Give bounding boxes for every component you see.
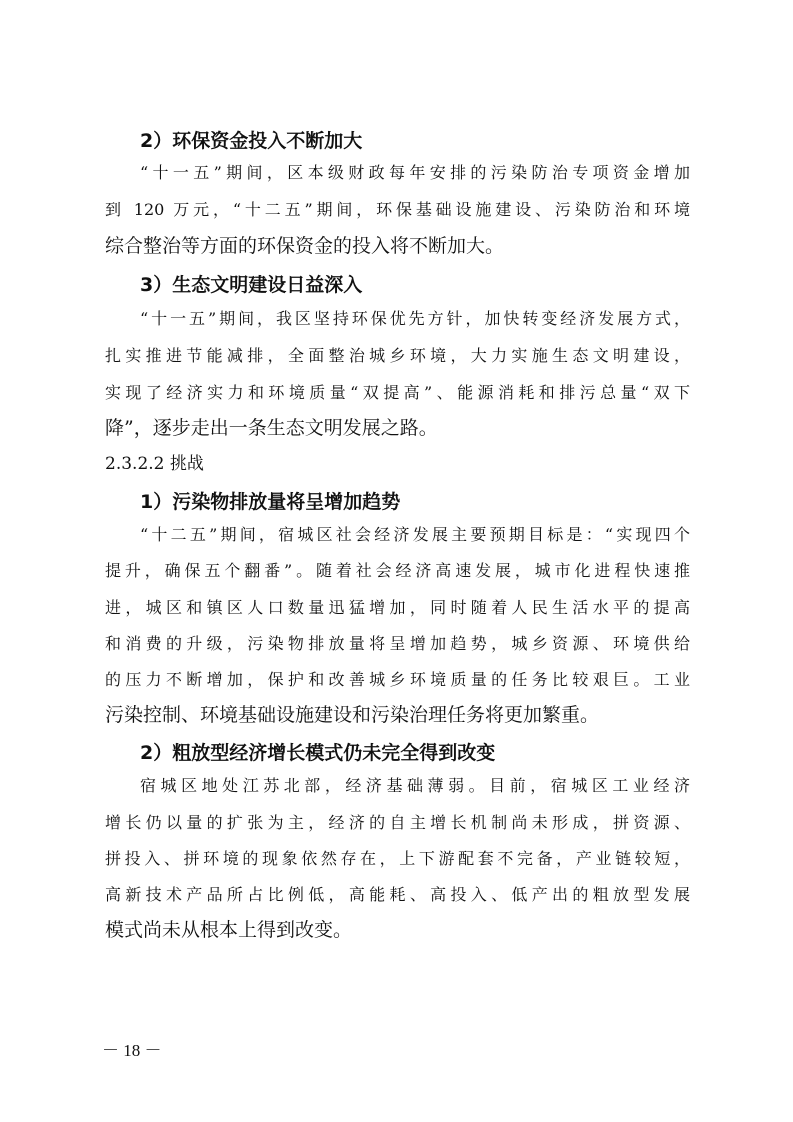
para-funding-line-1: “十一五”期间，区本级财政每年安排的污染防治专项资金增加	[140, 163, 690, 182]
para-emissions-line-1: “十二五”期间，宿城区社会经济发展主要预期目标是：“实现四个	[140, 525, 690, 544]
para-emissions-line-4: 和消费的升级，污染物排放量将呈增加趋势，城乡资源、环境供给	[105, 634, 690, 653]
heading-emissions: 1）污染物排放量将呈增加趋势	[140, 491, 401, 513]
para-funding-line-2: 到 120 万元，“十二五”期间，环保基础设施建设、污染防治和环境	[105, 200, 690, 219]
heading-funding: 2）环保资金投入不断加大	[140, 130, 363, 152]
para-ecological-line-4: 降”，逐步走出一条生态文明发展之路。	[105, 417, 438, 439]
para-growth-line-1: 宿城区地处江苏北部，经济基础薄弱。目前，宿城区工业经济	[140, 776, 690, 795]
para-emissions-line-6: 污染控制、环境基础设施建设和污染治理任务将更加繁重。	[105, 704, 600, 726]
para-ecological-line-3: 实现了经济实力和环境质量“双提高”、能源消耗和排污总量“双下	[105, 383, 690, 402]
para-ecological-line-2: 扎实推进节能减排，全面整治城乡环境，大力实施生态文明建设，	[105, 346, 690, 365]
para-growth-line-2: 增长仍以量的扩张为主，经济的自主增长机制尚未形成，拼资源、	[105, 813, 690, 832]
para-emissions-line-2: 提升，确保五个翻番”。随着社会经济高速发展，城市化进程快速推	[105, 561, 690, 580]
subsection-challenges: 2.3.2.2 挑战	[105, 454, 204, 474]
heading-growth-model: 2）粗放型经济增长模式仍未完全得到改变	[140, 742, 496, 764]
para-funding-line-3: 综合整治等方面的环保资金的投入将不断加大。	[105, 235, 505, 257]
para-growth-line-5: 模式尚未从根本上得到改变。	[105, 919, 353, 941]
page-number: － 18 －	[102, 1041, 162, 1060]
para-growth-line-4: 高新技术产品所占比例低，高能耗、高投入、低产出的粗放型发展	[105, 885, 690, 904]
heading-ecological: 3）生态文明建设日益深入	[140, 274, 363, 296]
para-emissions-line-5: 的压力不断增加，保护和改善城乡环境质量的任务比较艰巨。工业	[105, 670, 690, 689]
para-ecological-line-1: “十一五”期间，我区坚持环保优先方针，加快转变经济发展方式，	[140, 309, 690, 328]
para-growth-line-3: 拼投入、拼环境的现象依然存在，上下游配套不完备，产业链较短，	[105, 849, 690, 868]
para-emissions-line-3: 进，城区和镇区人口数量迅猛增加，同时随着人民生活水平的提高	[105, 598, 690, 617]
